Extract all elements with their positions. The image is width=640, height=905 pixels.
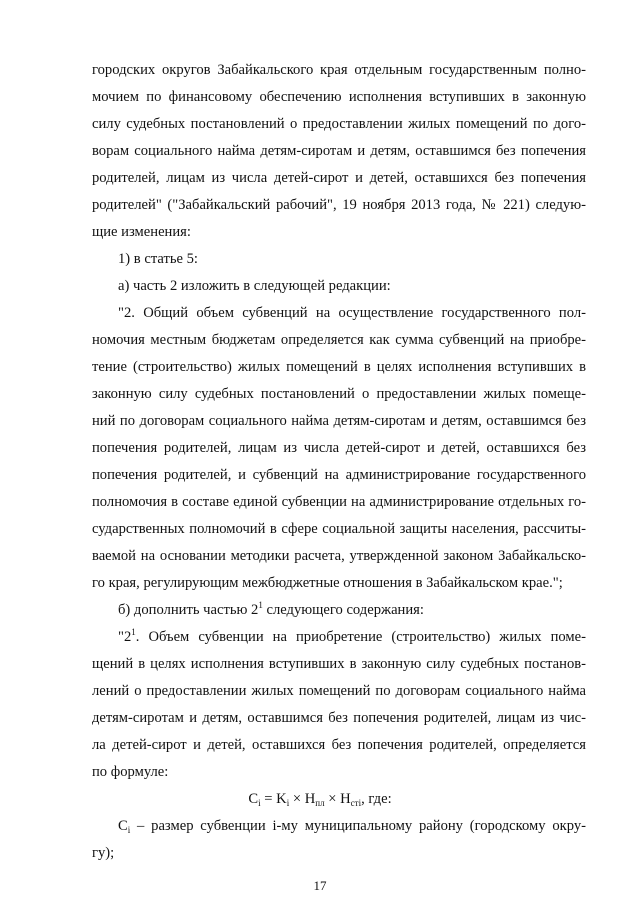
text-line: попечения родителей, лицам из числа детей-сирот и детей, оставшихся без [92, 440, 586, 456]
text-line: щений в целях исполнения вступивших в законную силу судебных постанов- [92, 656, 586, 672]
text-line: родителей" ("Забайкальский рабочий", 19 ноября 2013 года, № 221) следую- [92, 197, 586, 213]
text-line: полномочия в составе единой субвенции на администрирование отдельных го- [92, 494, 586, 510]
text-line: силу судебных постановлений о предоставлении жилых помещений по дого- [92, 116, 586, 132]
quote-first-line: "$2^1$. Объем субвенции на приобретение (строительство) жилых поме- [118, 627, 586, 645]
text-line: щие изменения: [92, 224, 191, 240]
text-line: по формуле: [92, 764, 169, 780]
text-line: сударственных полномочий в сфере социальной защиты населения, рассчиты- [92, 521, 586, 537]
text-line: ворам социального найма детям-сиротам и детям, оставшимся без попечения [92, 143, 586, 159]
text-line: лений о предоставлении жилых помещений по договорам социального найма [92, 683, 586, 699]
text-line: номочия местным бюджетам определяется как сумма субвенций на приобре- [92, 332, 586, 348]
text-line: тение (строительство) жилых помещений в целях исполнения вступивших в [92, 359, 586, 375]
text-line: попечения родителей, и субвенций на администрирование государственного [92, 467, 586, 483]
item-a-heading: а) часть 2 изложить в следующей редакции: [118, 278, 391, 294]
text-line: ний по договорам социального найма детям-сиротам и детям, оставшимся без [92, 413, 586, 429]
definition-line: $C_i$ – размер субвенции i-му муниципальному району (городскому окру- [118, 818, 586, 835]
formula: $C_i = K_i \times H_{пл} \times H_{сті}$, где: [248, 791, 392, 808]
text-line: городских округов Забайкальского края отдельным государственным полно- [92, 62, 586, 78]
text-line: мочием по финансовому обеспечению исполнения вступивших в законную [92, 89, 586, 105]
text-line: детям-сиротам и детям, оставшимся без попечения родителей, лицам из чис- [92, 710, 586, 726]
text-line: го края, регулирующим межбюджетные отношения в Забайкальском крае."; [92, 575, 563, 591]
text-line: родителей, лицам из числа детей-сирот и детей, оставшихся без попечения [92, 170, 586, 186]
item-1-heading: 1) в статье 5: [118, 251, 198, 267]
page-number: 17 [313, 878, 327, 893]
text-line: "2. Общий объем субвенций на осуществление государственного пол- [118, 305, 586, 321]
text-line: ваемой на основании методики расчета, утвержденной законом Забайкальско- [92, 548, 586, 564]
text-line: гу); [92, 845, 115, 861]
text-line: законную силу судебных постановлений о предоставлении жилых помеще- [92, 386, 586, 402]
text-line: ла детей-сирот и детей, оставшихся без попечения родителей, определяется [92, 737, 586, 753]
item-b-heading: б) дополнить частью $2^1$ следующего содержания: [118, 600, 424, 618]
